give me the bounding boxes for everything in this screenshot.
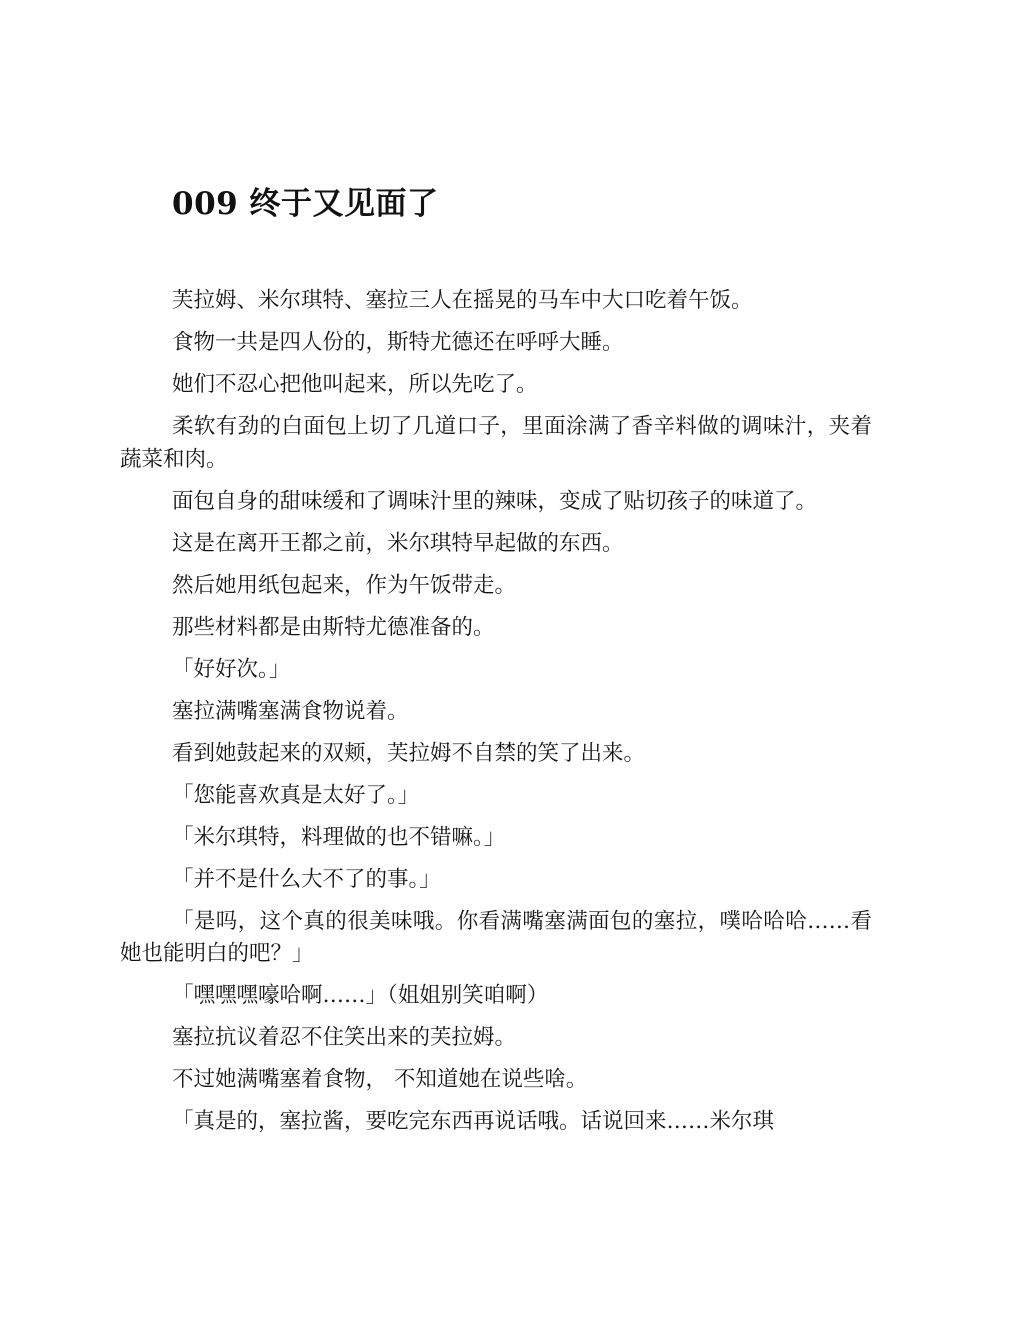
dialogue-line: 「是吗，这个真的很美味哦。你看满嘴塞满面包的塞拉，噗哈哈哈……看她也能明白的吧？」 — [120, 908, 872, 966]
paragraph: 食物一共是四人份的，斯特尤德还在呼呼大睡。 — [172, 330, 624, 355]
paragraph: 面包自身的甜味缓和了调味汁里的辣味，变成了贴切孩子的味道了。 — [172, 488, 818, 514]
paragraph: 塞拉满嘴塞满食物说着。 — [172, 698, 409, 724]
paragraph: 看到她鼓起来的双颊，芙拉姆不自禁的笑了出来。 — [172, 740, 646, 766]
dialogue-line: 「米尔琪特，料理做的也不错嘛。」 — [172, 824, 506, 850]
paragraph: 这是在离开王都之前，米尔琪特早起做的东西。 — [172, 530, 624, 556]
dialogue-line: 「并不是什么大不了的事。」 — [172, 866, 441, 892]
paragraph: 那些材料都是由斯特尤德准备的。 — [172, 614, 495, 640]
dialogue-line: 「真是的，塞拉酱，要吃完东西再说话哦。话说回来……米尔琪 — [172, 1109, 775, 1134]
paragraph: 塞拉抗议着忍不住笑出来的芙拉姆。 — [172, 1025, 517, 1050]
chapter-title: 009 终于又见面了 — [172, 186, 439, 222]
paragraph: 她们不忍心把他叫起来，所以先吃了。 — [172, 372, 538, 397]
dialogue-line: 「您能喜欢真是太好了。」 — [172, 782, 420, 808]
paragraph: 芙拉姆、米尔琪特、塞拉三人在摇晃的马车中大口吃着午饭。 — [172, 288, 753, 313]
chapter-body — [120, 285, 872, 1148]
dialogue-line: 「嘿嘿嘿嚎哈啊……」（姐姐别笑咱啊） — [172, 983, 549, 1008]
paragraph: 然后她用纸包起来，作为午饭带走。 — [172, 572, 517, 598]
paragraph: 柔软有劲的白面包上切了几道口子，里面涂满了香辛料做的调味汁，夹着蔬菜和肉。 — [120, 414, 872, 472]
dialogue-line: 「好好次。」 — [172, 656, 291, 682]
paragraph: 不过她满嘴塞着食物， 不知道她在说些啥。 — [172, 1067, 588, 1092]
